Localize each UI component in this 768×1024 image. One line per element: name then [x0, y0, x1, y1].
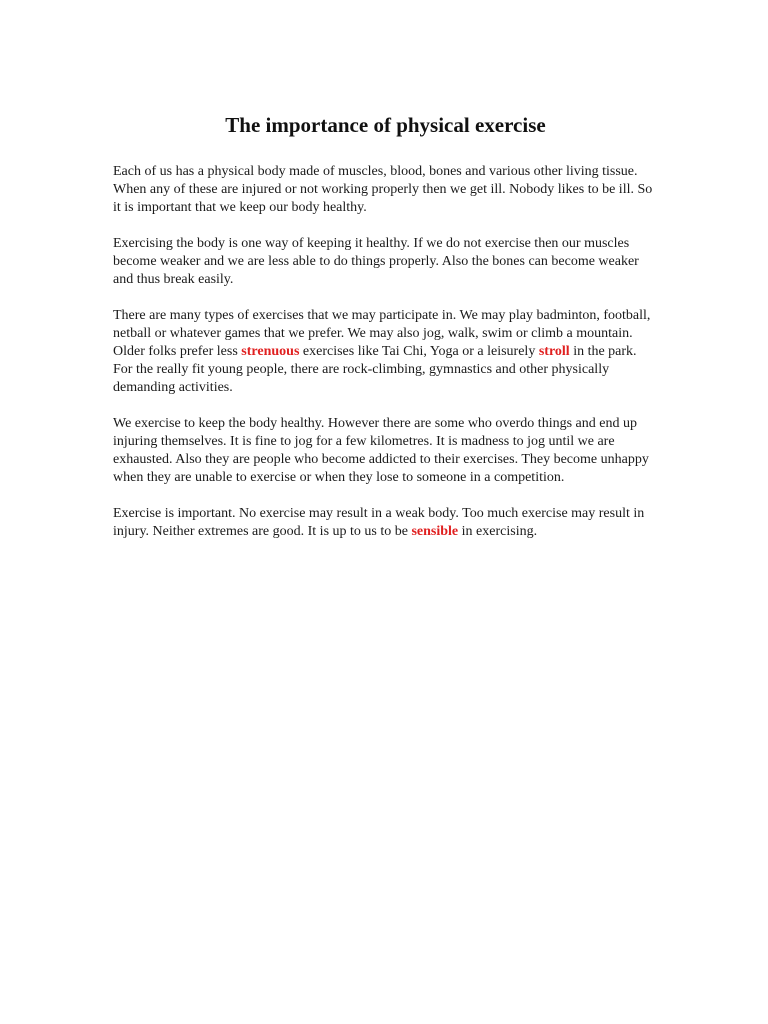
- paragraph-2: Exercising the body is one way of keeping it healthy. If we do not exercise then our muscles become weaker and we are less able to do things properly. Also the bones can become weaker and thus break easily.: [113, 236, 639, 287]
- document-title: The importance of physical exercise: [225, 113, 546, 137]
- paragraph-5: [113, 505, 658, 541]
- paragraph-3-text-2: exercises like Tai Chi, Yoga or a leisurely: [299, 344, 539, 359]
- highlight-word-stroll: stroll: [538, 344, 570, 359]
- highlight-word-sensible: sensible: [411, 524, 459, 539]
- paragraph-5-text-1: Exercise is important. No exercise may result in a weak body. Too much exercise may result in injury. Neither extremes are good. It is up to us to be: [113, 506, 645, 539]
- paragraph-3: [113, 307, 658, 397]
- paragraph-5-text-2: in exercising.: [458, 524, 538, 539]
- highlight-word-strenuous: strenuous: [241, 344, 300, 359]
- paragraph-4: We exercise to keep the body healthy. However there are some who overdo things and end up injuring themselves. It is fine to jog for a few kilometres. It is madness to jog until we are exhausted. Also they are people who become addicted to their exercises. They become unhappy when they are unable to exercise or when they lose to someone in a competition.: [113, 416, 649, 485]
- paragraph-3-text-1: There are many types of exercises that we may participate in. We may play badminton, football, netball or whatever games that we prefer. We may also jog, walk, swim or climb a mountain. Older folks prefer less: [113, 308, 651, 359]
- document-page: [113, 112, 658, 559]
- paragraph-3-text-3: in the park. For the really fit young people, there are rock-climbing, gymnastics and other physically demanding activities.: [113, 344, 637, 395]
- paragraph-1: Each of us has a physical body made of muscles, blood, bones and various other living tissue. When any of these are injured or not working properly then we get ill. Nobody likes to be ill. So it is important that we keep our body healthy.: [113, 164, 653, 215]
